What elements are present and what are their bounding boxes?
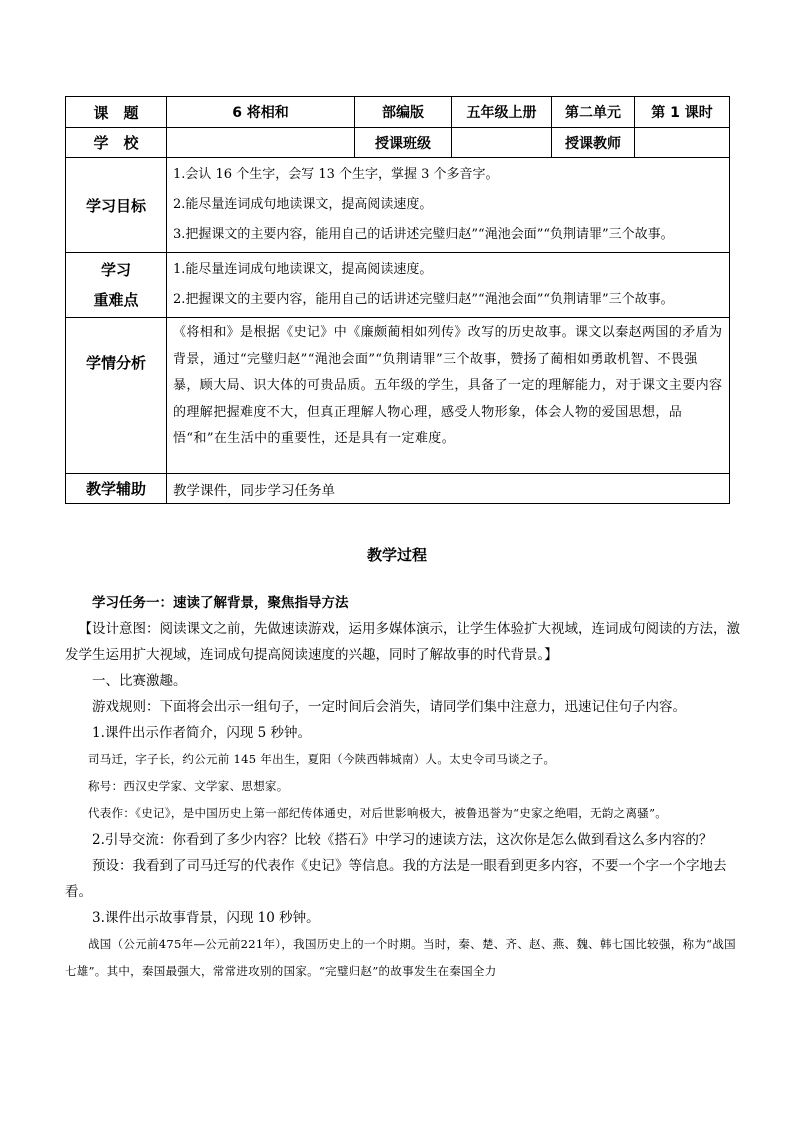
lesson-info-table (65, 96, 730, 504)
task-heading: 学习任务一：速读了解背景，聚焦指导方法 (92, 595, 349, 611)
school-label: 学 校 (66, 128, 167, 158)
lesson-label: 课 题 (66, 97, 167, 128)
author-works: 代表作：《史记》，是中国历史上第一部纪传体通史，对后世影响极大，被鲁迅誉为“史家之绝唱，无韵之离骚”。 (88, 806, 668, 820)
goals-label: 学习目标 (66, 158, 167, 253)
class-value (452, 128, 552, 158)
lesson-title: 6 将相和 (167, 97, 355, 128)
game-rule: 游戏规则：下面将会出示一组句子，一定时间后会消失，请同学们集中注意力，迅速记住句子内容。 (92, 699, 686, 715)
preset-answer: 预设：我看到了司马迁写的代表作《史记》等信息。我的方法是一眼看到更多内容，不要一个字一个字地去看。 (65, 858, 727, 900)
goal-line: 1.会认 16 个生字，会写 13 个生字，掌握 3 个多音字。 (173, 167, 499, 182)
step-3: 3.课件出示故事背景，闪现 10 秒钟。 (92, 910, 320, 926)
author-title: 称号：西汉史学家、文学家、思想家。 (88, 779, 289, 793)
process-body (65, 590, 745, 985)
analysis-label (66, 318, 167, 474)
grade: 五年级上册 (452, 97, 552, 128)
goals-content (167, 158, 730, 253)
step-1: 1.课件出示作者简介，闪现 5 秒钟。 (92, 725, 312, 741)
story-background: 战国（公元前475年—公元前221年），我国历史上的一个时期。当时，秦、楚、齐、赵、燕、魏、韩七国比较强，称为“战国七雄”。其中，秦国最强大，常常进攻别的国家。“完璧归赵”的故事发生在秦国全力 (65, 937, 736, 978)
key-label-b: 重难点 (93, 291, 139, 309)
aids-content: 教学课件，同步学习任务单 (167, 474, 730, 504)
key-line: 1.能尽量连词成句地读课文，提高阅读速度。 (173, 262, 433, 277)
period: 第 1 课时 (635, 97, 730, 128)
edition: 部编版 (355, 97, 452, 128)
key-points-label (66, 253, 167, 318)
teacher-label: 授课教师 (552, 128, 635, 158)
step-2: 2.引导交流：你看到了多少内容？比较《搭石》中学习的速读方法，这次你是怎么做到看这么多内容的？ (92, 832, 713, 848)
teacher-value (635, 128, 730, 158)
design-intent: 【设计意图：阅读课文之前，先做速读游戏，运用多媒体演示，让学生体验扩大视域，连词成句阅读的方法，激发学生运用扩大视域，连词成句提高阅读速度的兴趣，同时了解故事的时代背景。】 (65, 621, 740, 663)
key-line: 2.把握课文的主要内容，能用自己的话讲述完璧归赵”“渑池会面”“负荆请罪”三个故事。 (173, 292, 674, 307)
analysis-label-text: 学情分析 (85, 354, 146, 372)
section-heading: 一、比赛激趣。 (92, 673, 187, 689)
analysis-content: 《将相和》是根据《史记》中《廉颇蔺相如列传》改写的历史故事。课文以秦赵两国的矛盾为背景，通过“完璧归赵”“渑池会面”“负荆请罪”三个故事，赞扬了蔺相如勇敢机智、不畏强暴，顾大局、识大体的可贵品质。五年级的学生，具备了一定的理解能力，对于课文主要内容的理解把握难度不大，但真正理解人物心理，感受人物形象，体会人物的爱国思想，品悟“和”在生活中的重要性，还是具有一定难度。 (167, 318, 730, 474)
goal-line: 2.能尽量连词成句地读课文，提高阅读速度。 (173, 197, 433, 212)
key-points-content (167, 253, 730, 318)
school-value (167, 128, 355, 158)
process-title: 教学过程 (366, 546, 427, 564)
class-label: 授课班级 (355, 128, 452, 158)
goal-line: 3.把握课文的主要内容，能用自己的话讲述完璧归赵”“渑池会面”“负荆请罪”三个故事。 (173, 227, 674, 242)
aids-label: 教学辅助 (66, 474, 167, 504)
author-intro: 司马迁，字子长，约公元前 145 年出生，夏阳（今陕西韩城南）人。太史令司马谈之子。 (88, 752, 556, 766)
unit: 第二单元 (552, 97, 635, 128)
key-label-a: 学习 (100, 261, 131, 279)
